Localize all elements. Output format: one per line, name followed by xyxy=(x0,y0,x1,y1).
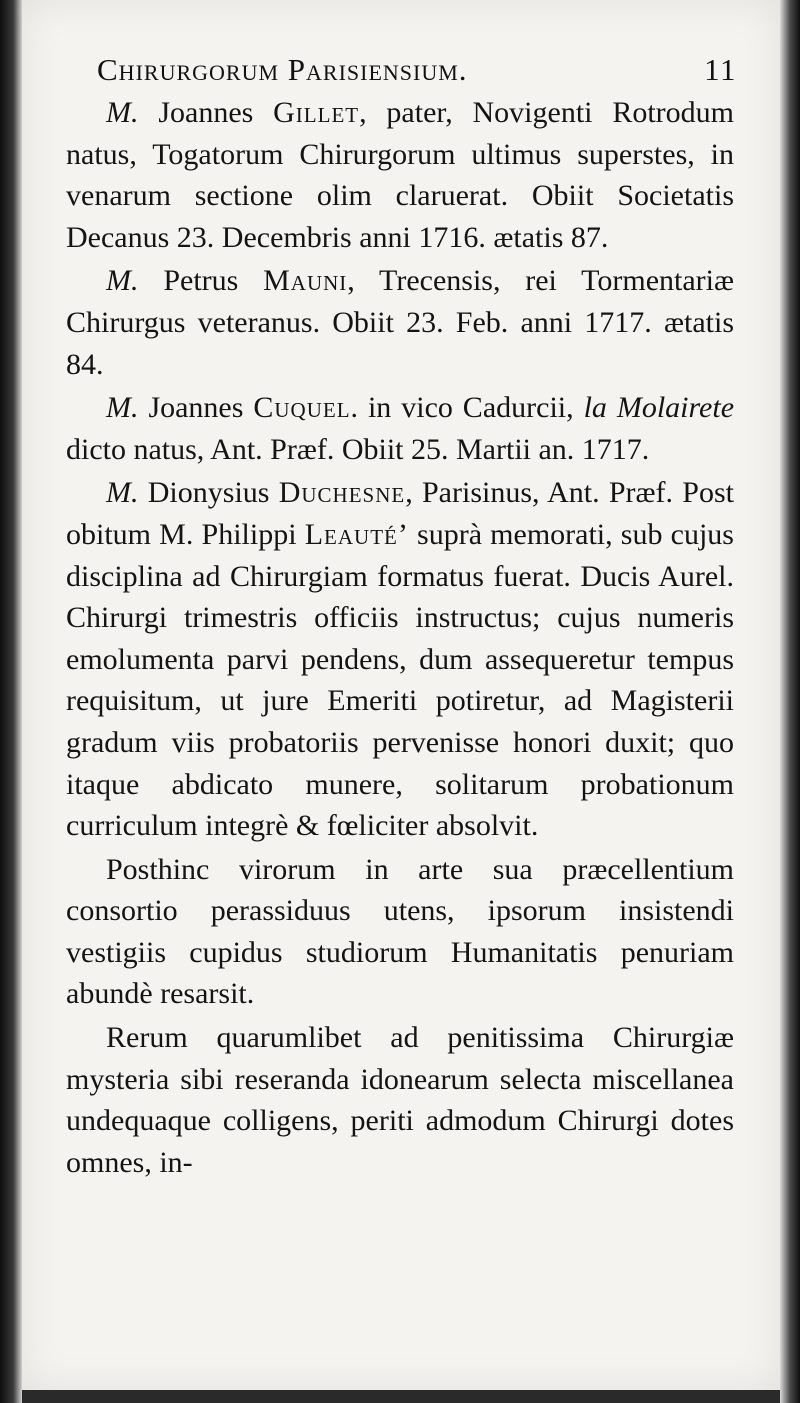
entry-first-name: Joannes xyxy=(148,391,244,425)
entry-surname: Duchesne xyxy=(278,476,406,510)
entry-prefix: M. xyxy=(106,96,139,129)
entry-prefix: M. xyxy=(106,391,139,425)
entry-text: dicto natus, Ant. Præf. Obiit 25. Martii an. 1717. xyxy=(66,432,650,466)
entry-text-before-place: . in vico Cadurcii, xyxy=(350,391,574,425)
entry-first-name: Petrus xyxy=(163,264,239,298)
running-title: Chirurgorum Parisiensium. xyxy=(97,52,468,87)
entry-ref-name: Leauté’ xyxy=(304,517,409,551)
entry-surname: Mauni xyxy=(263,264,348,298)
entry-cuquel xyxy=(66,387,734,470)
book-gutter-edge xyxy=(0,0,22,1403)
entry-place: la Molairete xyxy=(583,391,735,425)
entry-first-name: Dionysius xyxy=(147,476,270,510)
entry-gillet xyxy=(66,92,734,258)
entry-text: , pater, Novigenti Rotrodum natus, Togatorum Chirurgorum ultimus superstes, in venarum sectione olim claruerat. Obiit Societatis Decanus 23. Decembris anni 1716. ætatis 87. xyxy=(66,96,734,254)
page-number: 11 xyxy=(704,52,737,87)
paragraph-rerum: Rerum quarumlibet ad penitissima Chirurgiæ mysteria sibi reseranda idonearum selecta miscellanea undequaque colligens, periti admodum Chirurgi dotes omnes, in- xyxy=(66,1021,734,1179)
entry-prefix: M. xyxy=(106,264,139,298)
entry-text-a: , Parisinus, Ant. Præf. Post obitum M. Philippi xyxy=(66,476,734,551)
paragraph-posthinc: Posthinc virorum in arte sua præcellentium consortio perassiduus utens, ipsorum insistendi vestigiis cupidus studiorum Humanitatis penuriam abundè resarsit. xyxy=(66,852,734,1011)
entry-mauni xyxy=(66,260,734,385)
running-header xyxy=(97,52,737,88)
book-bottom-edge xyxy=(22,1390,780,1403)
entry-surname: Gillet xyxy=(273,96,360,129)
entry-duchesne xyxy=(66,472,734,846)
entry-text: , Trecensis, rei Tormentariæ Chirurgus veteranus. Obiit 23. Feb. anni 1717. ætatis 84. xyxy=(66,264,735,381)
body-text xyxy=(66,92,734,1183)
entry-prefix: M. xyxy=(106,476,139,510)
entry-surname: Cuquel xyxy=(253,391,351,425)
entry-first-name: Joannes xyxy=(158,96,254,129)
entry-text-b: suprà memorati, sub cujus disciplina ad Chirurgiam formatus fuerat. Ducis Aurel. Chirurgi trimestris officiis instructus; cujus numeris emolumenta parvi pendens, dum assequeretur tempus requisitum, ut jure Emeriti potiretur, ad Magisterii gradum viis probatoriis pervenisse honori duxit; quo itaque abdicato munere, solitarum probationum curriculum integrè & fœliciter absolvit. xyxy=(66,517,734,843)
book-outer-edge xyxy=(780,0,800,1403)
